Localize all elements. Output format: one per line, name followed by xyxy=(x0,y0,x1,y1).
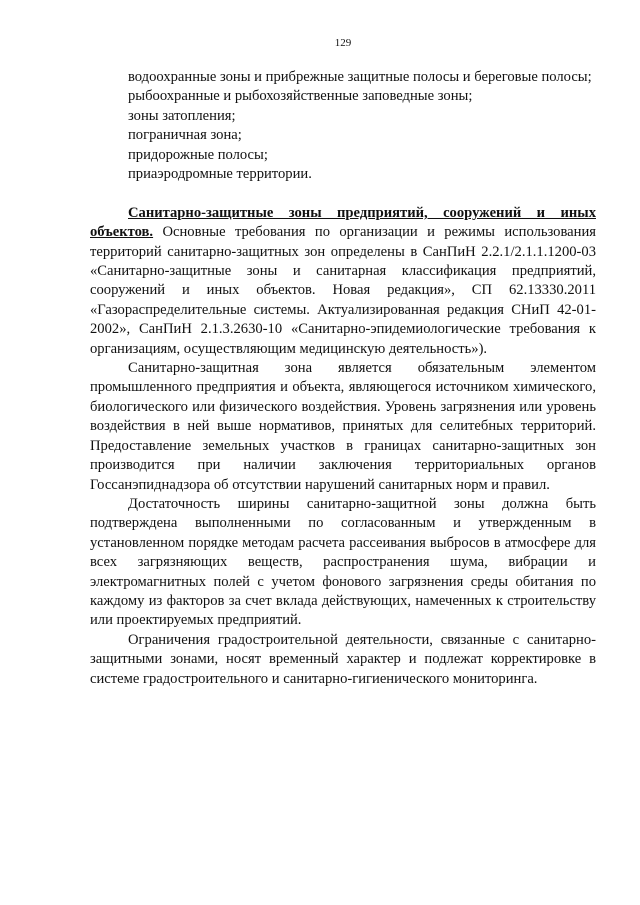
list-item: рыбоохранные и рыбохозяйственные заповедные зоны; xyxy=(128,88,473,105)
body-paragraph: Достаточность ширины санитарно-защитной зоны должна быть подтверждена выполненными по согласованным и утвержденным в установленном порядке методам расчета рассеивания выбросов в атмосфере для всех загрязняющих веществ, распространения шума, вибрации и электромагнитных полей с учетом фонового загрязнения среды обитания по каждому из факторов за счет вклада действующих, намеченных к строительству или проектируемых предприятий. xyxy=(90,495,596,629)
section-paragraph xyxy=(90,204,596,359)
list-item: зоны затопления; xyxy=(128,107,236,124)
body-paragraph: Санитарно-защитная зона является обязательным элементом промышленного предприятия и объекта, являющегося источником химического, биологического или физического воздействия. Уровень загрязнения или уровень воздействия в ней выше нормативов, принятых для селитебных территорий. Предоставление земельных участков в границах санитарно-защитных зон производится при наличии заключения территориальных органов Госсанэпиднадзора об отсутствии нарушений санитарных норм и правил. xyxy=(90,360,596,493)
body-paragraph: Ограничения градостроительной деятельности, связанные с санитарно-защитными зонами, носят временный характер и подлежат корректировке в системе градостроительного и санитарно-гигиенического мониторинга. xyxy=(90,631,596,687)
list-item: приаэродромные территории. xyxy=(128,166,312,183)
section-intro-text: Основные требования по организации и режимы использования территорий санитарно-защитных зон определены в СанПиН 2.2.1/2.1.1.1200-03 «Санитарно-защитные зоны и санитарная классификация предприятий, сооружений и иных объектов. Новая редакция», СП 62.13330.2011 «Газораспределительные системы. Актуализированная редакция СНиП 42-01-2002», СанПиН 2.1.3.2630-10 «Санитарно-эпидемиологические требования к организациям, осуществляющим медицинскую деятельность»). xyxy=(90,224,596,357)
paragraph-gap xyxy=(90,184,596,203)
document-page xyxy=(90,36,596,689)
list-item-water-protection: водоохранные зоны и прибрежные защитные полосы и береговые полосы; xyxy=(128,69,592,85)
page-number: 129 xyxy=(334,37,352,49)
section-heading: Санитарно-защитные зоны предприятий, сооружений и иных объектов. xyxy=(90,204,596,241)
list-item: придорожные полосы; xyxy=(128,146,268,163)
list-item: пограничная зона; xyxy=(128,127,242,144)
